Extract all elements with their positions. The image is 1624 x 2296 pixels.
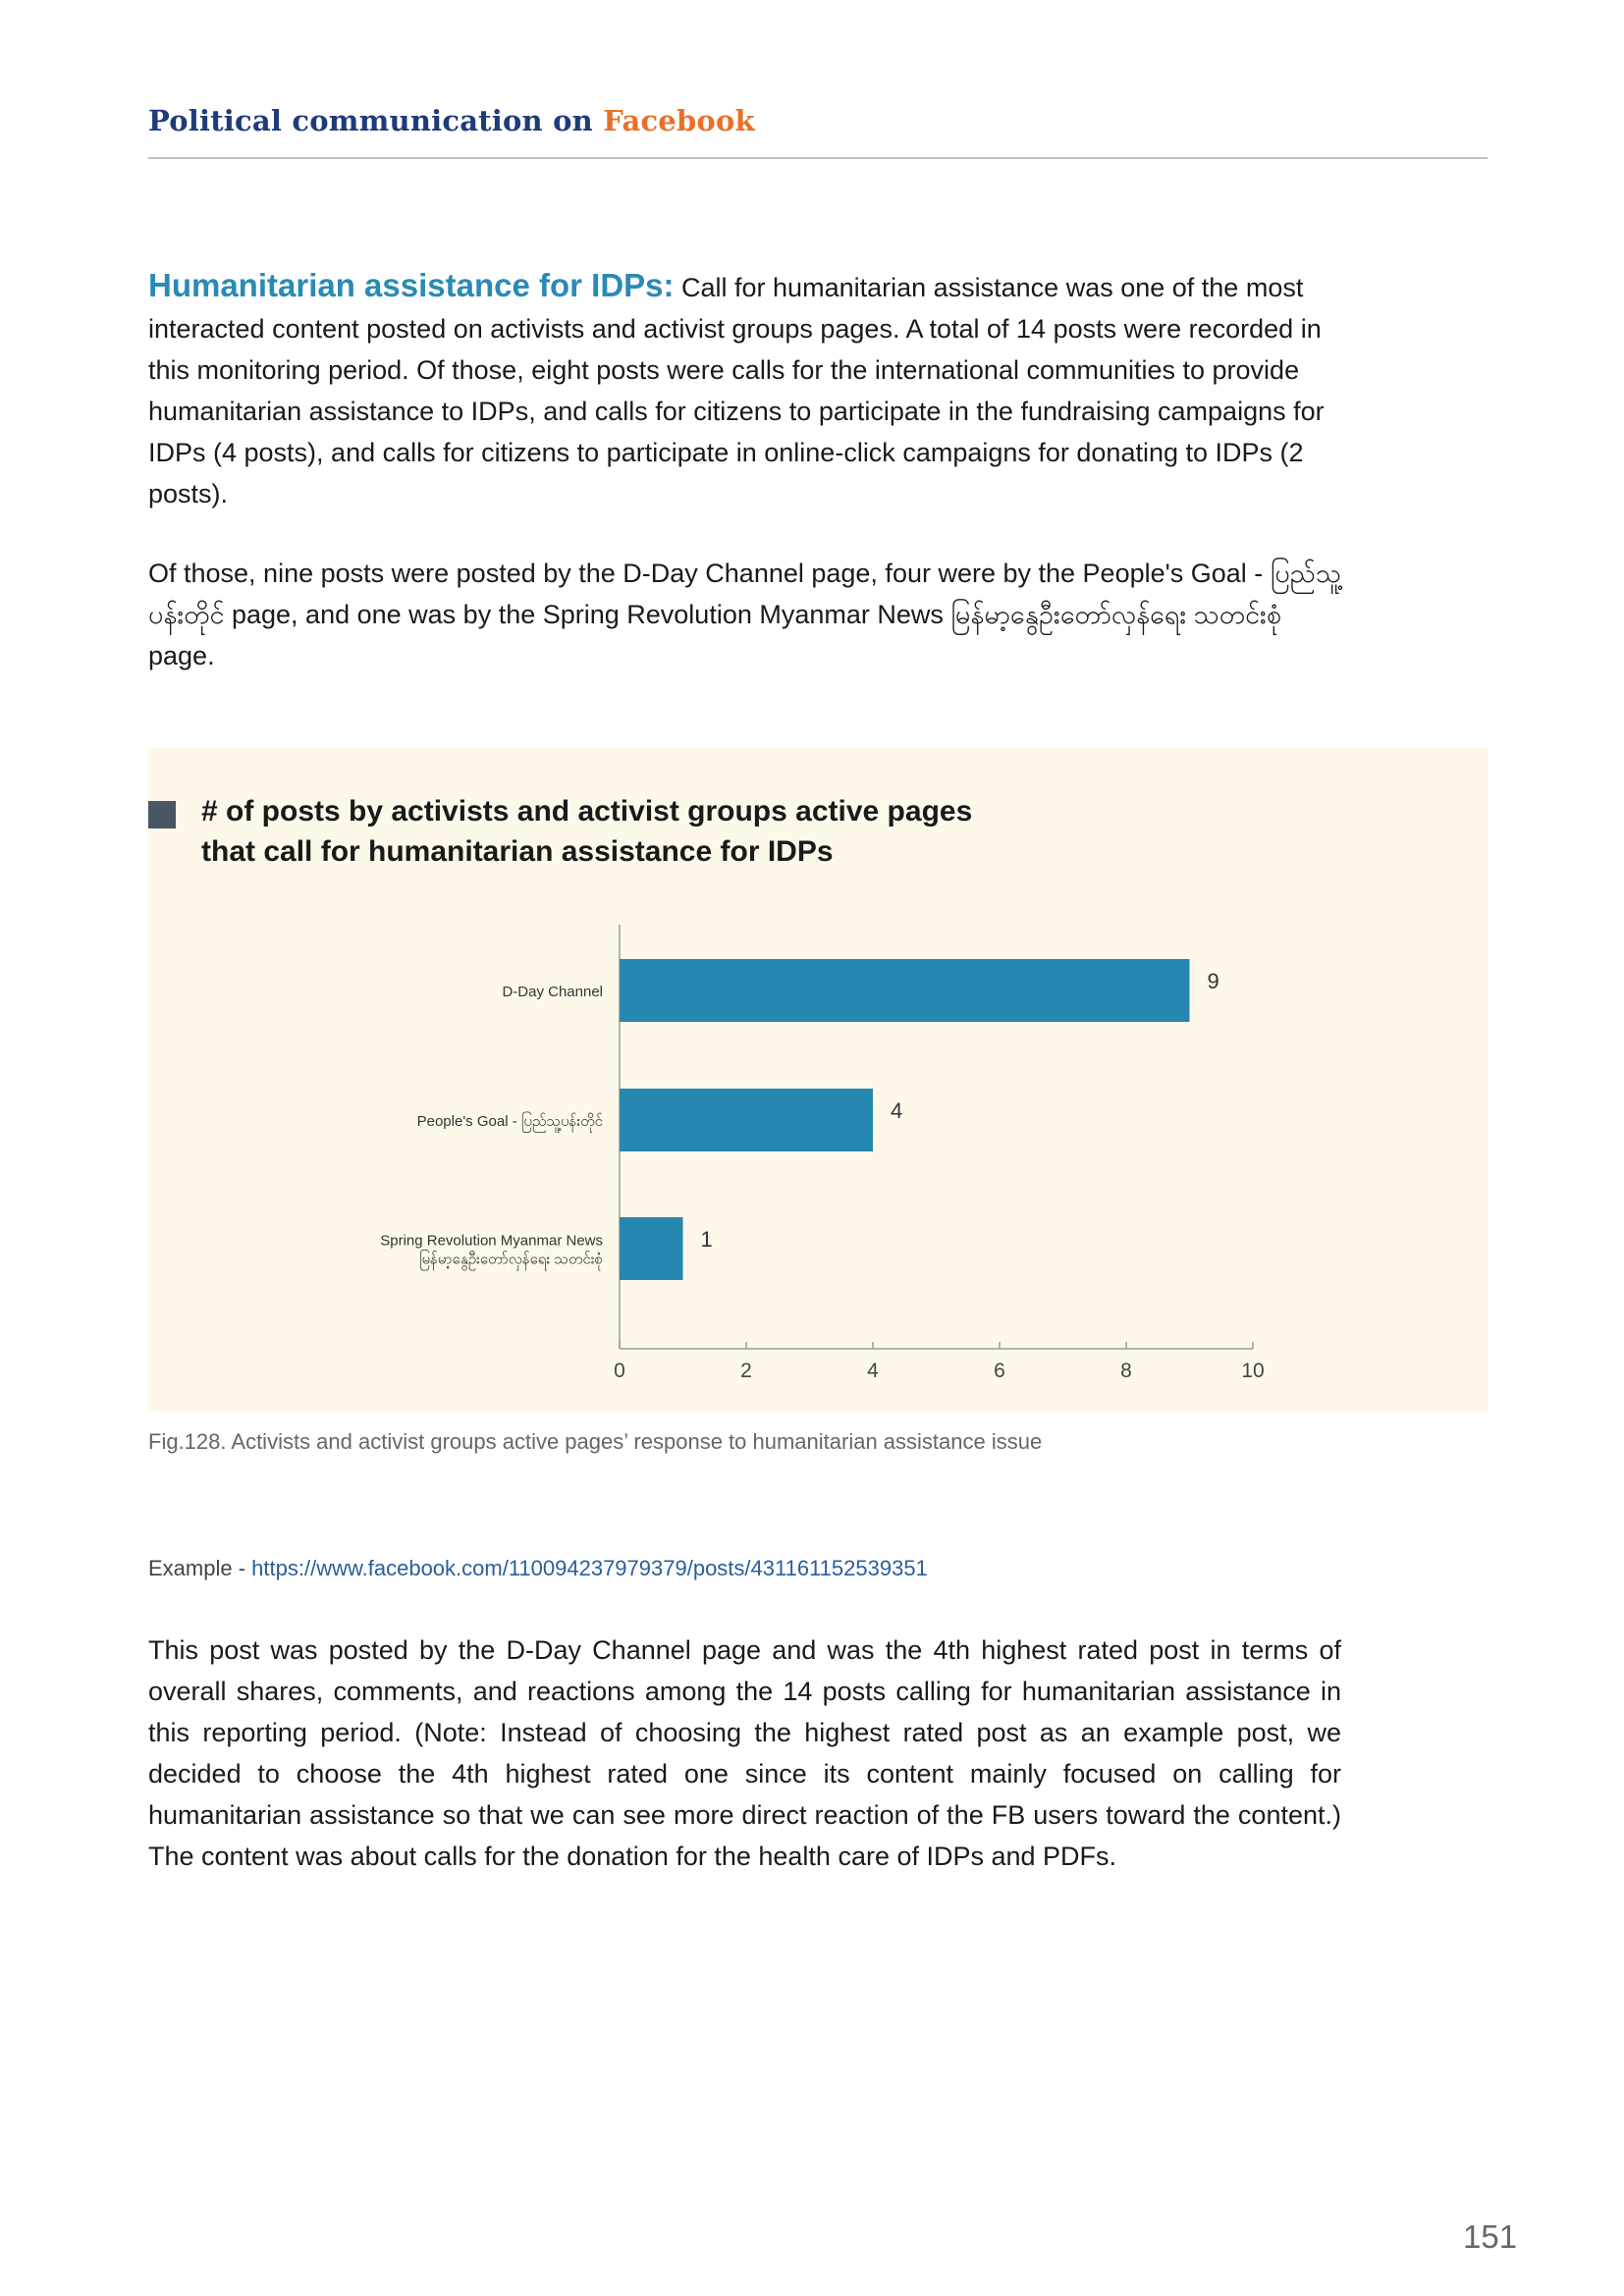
data-label-2: 1 (700, 1227, 713, 1252)
category-label-1-0: People's Goal - ပြည်သူ့ပန်းတိုင် (416, 1113, 603, 1130)
bar-0 (620, 959, 1190, 1022)
example-link[interactable]: https://www.facebook.com/110094237979379/posts/431161152539351 (251, 1556, 928, 1580)
example-line (148, 1556, 928, 1581)
x-tick-label-0: 0 (614, 1360, 625, 1382)
x-tick-label-4: 8 (1120, 1360, 1132, 1382)
category-label-2-0: Spring Revolution Myanmar News (380, 1232, 603, 1250)
page-number: 151 (1463, 2218, 1518, 2255)
bar-2 (620, 1217, 683, 1280)
page-header (148, 102, 1488, 159)
figure-box (148, 748, 1489, 1413)
data-label-0: 9 (1207, 969, 1219, 993)
x-tick-label-5: 10 (1241, 1360, 1265, 1382)
figure-title-line1: # of posts by activists and activist groups active pages (201, 795, 973, 828)
example-label: Example - (148, 1556, 252, 1580)
bar-1 (620, 1089, 873, 1151)
category-label-2-1: မြန်မာ့နွေဦးတော်လှန်ရေး သတင်းစုံ (418, 1251, 603, 1268)
x-tick-label-1: 2 (740, 1360, 752, 1382)
body-paragraph-3: This post was posted by the D-Day Channel page and was the 4th highest rated post in terms of overall shares, comments, and reactions among the 14 posts calling for humanitarian assistance in this reporting period. (Note: Instead of choosing the highest rated post as an example post, we decided to choose the 4th highest rated one since its content mainly focused on calling for humanitarian assistance so that we can see more direct reaction of the FB users toward the content.) The content was about calls for the donation for the health care of IDPs and PDFs. (148, 1635, 1341, 1871)
section-paragraph-2: Of those, nine posts were posted by the D-Day Channel page, four were by the People's Goal - ပြည်သူ့ပန်းတိုင် page, and one was by the Spring Revolution Myanmar News မြန်မာ့နွေဦးတော်လှန်ရေး သတင်းစုံ page. (148, 559, 1341, 670)
data-label-1: 4 (891, 1098, 903, 1123)
figure-title-line2: that call for humanitarian assistance for IDPs (201, 835, 834, 868)
category-label-0-0: D-Day Channel (502, 984, 603, 1000)
x-tick-label-3: 6 (994, 1360, 1005, 1382)
bar-chart (148, 748, 1489, 1413)
section-paragraph-1 (148, 265, 1341, 514)
figure-caption: Fig.128. Activists and activist groups active pages’ response to humanitarian assistance issue (148, 1429, 1043, 1454)
header-title-part1: Political communication on (148, 104, 604, 137)
header-title (148, 104, 755, 137)
section-heading: Humanitarian assistance for IDPs: (148, 267, 675, 303)
x-tick-label-2: 4 (867, 1360, 879, 1382)
section-paragraph-1-text: Call for humanitarian assistance was one of the most interacted content posted on activists and activist groups pages. A total of 14 posts were recorded in this monitoring period. Of those, eight posts were calls for the international communities to provide humanitarian assistance to IDPs, and calls for citizens to participate in the fundraising campaigns for IDPs (4 posts), and calls for citizens to participate in online-click campaigns for donating to IDPs (2 posts). (148, 273, 1325, 508)
header-title-part2: Facebook (603, 104, 755, 137)
